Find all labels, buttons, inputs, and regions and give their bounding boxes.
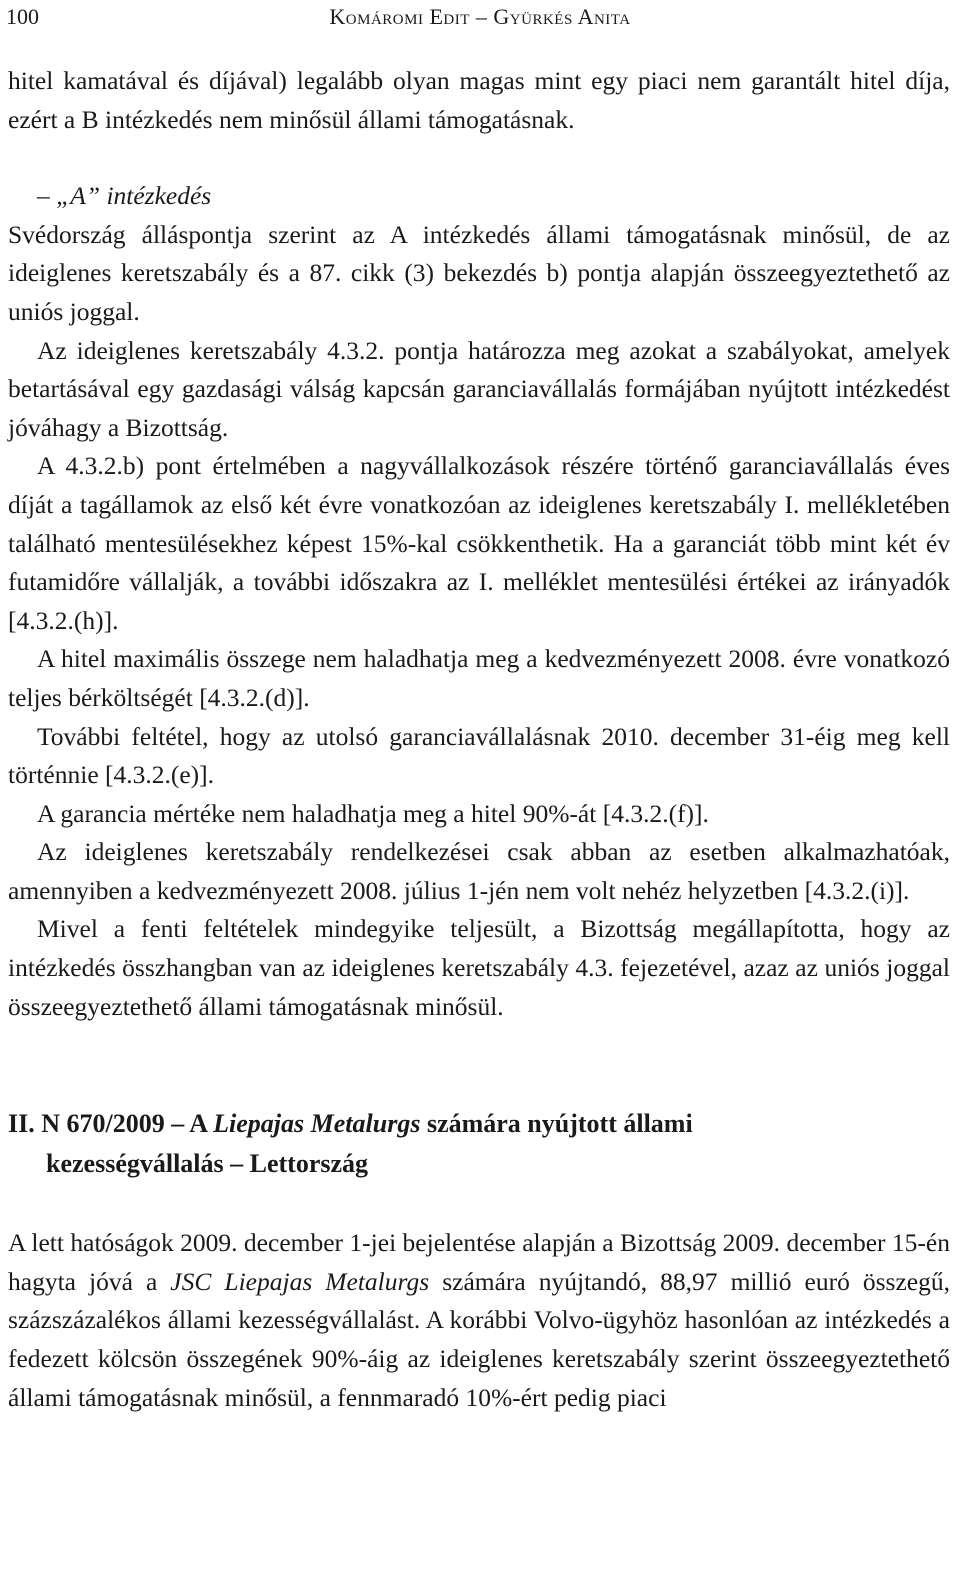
paragraph-loan-maximum: A hitel maximális összege nem haladhatja meg a kedvezményezett 2008. évre vonatkozó teljes bérköltségét [4.3.2.(d)]. xyxy=(8,644,950,712)
page-body xyxy=(8,62,950,1417)
section-title-pre: II. N 670/2009 – A xyxy=(8,1109,214,1139)
section-title-italic: Liepajas Metalurgs xyxy=(213,1109,421,1139)
page-header xyxy=(0,0,960,40)
paragraph-continuation: hitel kamatával és díjával) legalább olyan magas mint egy piaci nem garantált hitel díja, ezért a B intézkedés nem minősül állami támogatásnak. xyxy=(8,66,950,134)
section-title xyxy=(8,1104,950,1184)
latvian-paragraph-pre: A lett hatóságok 2009. december 1-jei bejelentése alapján a Bizottság 2009. december 15-én hagyta jóvá a xyxy=(8,1228,950,1296)
page-number: 100 xyxy=(6,4,39,29)
paragraph-sweden-position: Svédország álláspontja szerint az A intézkedés állami támogatásnak minősül, de az ideiglenes keretszabály és a 87. cikk (3) bekezdés b) pontja alapján összeegyeztethető az uniós joggal. xyxy=(8,219,950,326)
paragraph-guarantee-rate: A garancia mértéke nem haladhatja meg a hitel 90%-át [4.3.2.(f)]. xyxy=(37,798,709,828)
paragraph-deadline: További feltétel, hogy az utolsó garanciavállalásnak 2010. december 31-éig meg kell történnie [4.3.2.(e)]. xyxy=(8,721,950,790)
subheading-a-measure xyxy=(8,177,950,216)
latvian-paragraph-company: JSC Liepajas Metalurgs xyxy=(170,1266,430,1296)
paragraph-framework-rules: Az ideiglenes keretszabály 4.3.2. pontja határozza meg azokat a szabályokat, amelyek betartásával egy gazdasági válság kapcsán garanciavállalás formájában nyújtott intézkedést jóváhagy a Bizottság. xyxy=(8,335,950,442)
subheading-text: „A” intézkedés xyxy=(56,181,212,211)
paragraph-difficulty-condition: Az ideiglenes keretszabály rendelkezései csak abban az esetben alkalmazhatóak, amennyiben a kedvezményezett 2008. július 1-jén nem volt nehéz helyzetben [4.3.2.(i)]. xyxy=(8,837,950,905)
subheading-dash: – xyxy=(37,181,50,211)
section-title-line2: kezességvállalás – Lettország xyxy=(46,1149,369,1179)
paragraph-conclusion: Mivel a fenti feltételek mindegyike teljesült, a Bizottság megállapította, hogy az intézkedés összhangban van az ideiglenes keretszabály 4.3. fejezetével, azaz az uniós joggal összeegyeztethető állami támogatásnak minősül. xyxy=(8,914,950,1021)
paragraph-guarantee-fee: A 4.3.2.b) pont értelmében a nagyvállalkozások részére történő garanciavállalás éves díját a tagállamok az első két évre vonatkozóan az ideiglenes keretszabály I. mellékletében található mentesülésekhez képest 15%-kal csökkenthetik. Ha a garanciát több mint két év futamidőre vállalják, a további időszakra az I. melléklet mentesülési értékei az irányadók [4.3.2.(h)]. xyxy=(8,451,950,635)
paragraph-latvian-notification xyxy=(8,1224,950,1417)
latvian-paragraph-post: számára nyújtandó, 88,97 millió euró összegű, százszázalékos állami kezességvállalást. A korábbi Volvo-ügyhöz hasonlóan az intézkedés a fedezett kölcsön összegének 90%-áig az ideiglenes keretszabály szerint összeegyeztethető állami támogatásnak minősül, a fennmaradó 10%-ért pedig piaci xyxy=(8,1266,950,1412)
section-title-post: számára nyújtott állami xyxy=(420,1109,693,1139)
running-head-authors: Komáromi Edit – Gyürkés Anita xyxy=(329,4,631,29)
